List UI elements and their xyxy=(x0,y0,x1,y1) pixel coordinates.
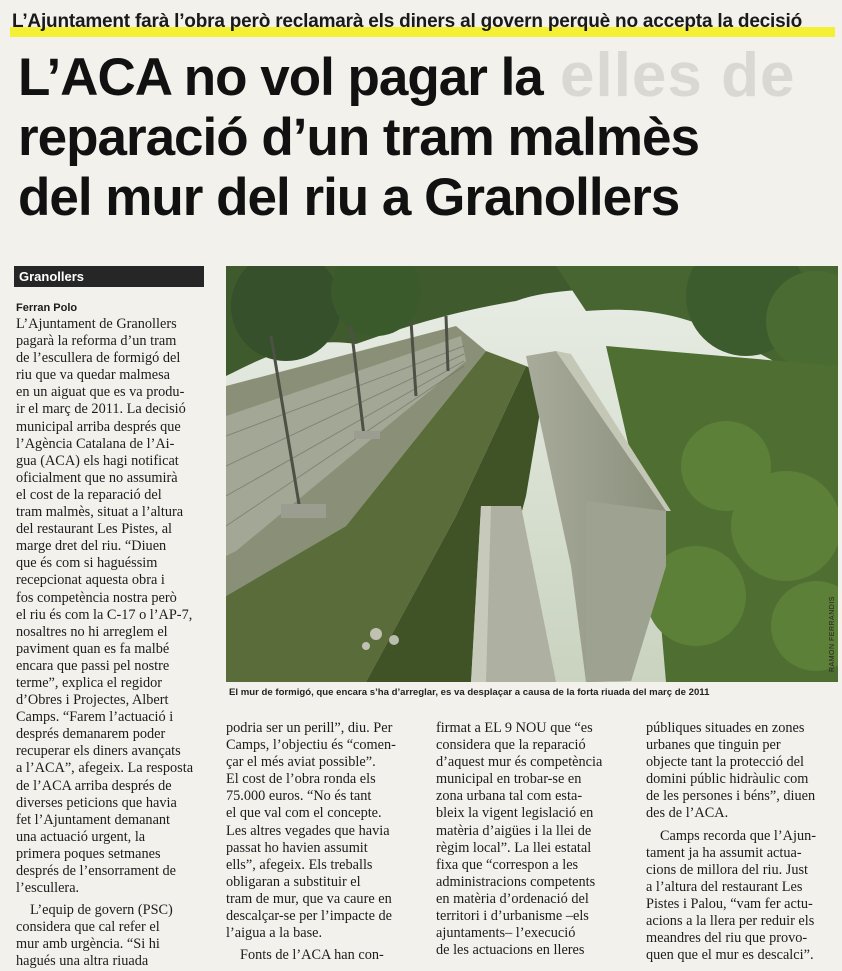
text-line: de l’escullera de formigó del xyxy=(16,350,181,367)
headline-line: del mur del riu a Granollers xyxy=(18,168,680,227)
text-line: considera que cal refer el xyxy=(16,919,160,936)
text-line: fos competència nostra però xyxy=(16,589,177,606)
text-line: l’Agència Catalana de l’Ai- xyxy=(16,435,175,452)
text-line: domini públic hidràulic com xyxy=(646,771,809,788)
text-line: Camps recorda que l’Ajun- xyxy=(660,827,817,844)
text-line: passat ho havien assumit xyxy=(226,839,368,856)
background-ghost-text: elles de xyxy=(560,41,796,110)
text-line: obligaran a substituir el xyxy=(226,873,361,890)
text-line: meandres del riu que provo- xyxy=(646,930,808,947)
byline: Ferran Polo xyxy=(16,302,78,314)
text-line: terme”, explica el regidor xyxy=(16,674,163,691)
article-photo xyxy=(226,266,838,682)
text-line: nosaltres no hi arreglem el xyxy=(16,623,168,640)
text-line: Camps, l’objectiu és “comen- xyxy=(226,737,396,754)
text-line: fixa que “correspon a les xyxy=(436,856,579,873)
text-line: el que val com el concepte. xyxy=(226,805,382,822)
text-line: cions de millora del riu. Just xyxy=(646,861,809,878)
text-line: considera que la reparació xyxy=(436,737,586,754)
text-line: L’Ajuntament de Granollers xyxy=(16,316,177,332)
text-line: encara que passi pel nostre xyxy=(16,657,170,674)
text-line: d’aquest mur és competència xyxy=(436,754,603,771)
text-line: firmat a EL 9 NOU que “es xyxy=(436,720,593,736)
text-line: territori i d’urbanisme –els xyxy=(436,908,589,925)
text-line: primera poques setmanes xyxy=(16,845,161,862)
text-line: hagués una altra riuada xyxy=(16,953,149,970)
kicker-text: L’Ajuntament farà l’obra però reclamarà els diners al govern perquè no accepta la decisió xyxy=(12,11,802,32)
text-line: ells”, afegeix. Els treballs xyxy=(226,856,373,873)
text-column-1 xyxy=(16,300,212,971)
text-line: una actuació urgent, la xyxy=(16,828,146,845)
text-line: recuperar els diners avançats xyxy=(16,743,181,760)
text-line: de les actuacions en lleres xyxy=(436,942,585,959)
text-line: diverses peticions que havia xyxy=(16,794,177,811)
text-column-2 xyxy=(226,720,421,964)
photo-credit: RAMON FERRANDIS xyxy=(829,596,836,672)
text-line: del restaurant Les Pistes, al xyxy=(16,521,173,538)
text-line: de l’ACA arriba després de xyxy=(16,777,172,794)
text-line: en un aiguat que es va produ- xyxy=(16,384,185,401)
kicker xyxy=(12,8,830,36)
text-line: en matèria d’ordenació del xyxy=(436,890,589,907)
text-line: Fonts de l’ACA han con- xyxy=(240,947,384,964)
text-line: administracions competents xyxy=(436,873,596,890)
text-line: matèria d’aigües i la llei de xyxy=(436,822,592,839)
text-line: podria ser un perill”, diu. Per xyxy=(226,720,393,736)
text-line: descalçar-se per l’impacte de xyxy=(226,908,393,925)
text-line: çar el més aviat possible”. xyxy=(226,754,376,771)
text-line: l’aigua a la base. xyxy=(226,925,323,942)
text-line: Pistes i Palou, “vam fer actu- xyxy=(646,895,813,912)
text-line: recepcionat aquesta obra i xyxy=(16,572,165,589)
text-line: paviment quan es fa malbé xyxy=(16,640,170,657)
text-line: després demanarem poder xyxy=(16,726,166,743)
text-line: tram malmès, situat a l’altura xyxy=(16,504,184,521)
text-line: municipal en trobar-se en xyxy=(436,771,582,788)
text-line: l’escullera. xyxy=(16,880,80,897)
text-line: pagarà la reforma d’un tram xyxy=(16,333,177,350)
text-line: L’equip de govern (PSC) xyxy=(30,902,173,919)
text-column-4 xyxy=(646,720,838,964)
text-line: quen que el mur es descalci”. xyxy=(646,947,814,964)
text-line: després de l’ensorrament de xyxy=(16,863,176,879)
text-line: objecte tant la protecció del xyxy=(646,754,804,771)
text-line: a l’altura del restaurant Les xyxy=(646,878,803,895)
text-line: El cost de l’obra ronda els xyxy=(226,771,376,788)
text-line: el riu és com la C-17 o l’AP-7, xyxy=(16,606,193,623)
text-line: règim local”. La llei estatal xyxy=(436,839,592,856)
text-line: ajuntaments– l’execució xyxy=(436,925,576,942)
text-line: Camps. “Farem l’actuació i xyxy=(16,709,174,726)
text-column-3 xyxy=(436,720,636,959)
headline-line: reparació d’un tram malmès xyxy=(18,108,699,167)
text-line: a l’ACA”, afegeix. La resposta xyxy=(16,760,194,777)
text-line: marge dret del riu. “Diuen xyxy=(16,538,167,555)
text-line: gua (ACA) els hagi notificat xyxy=(16,452,179,469)
text-line: bleix la vigent legislació en xyxy=(436,805,594,822)
text-line: fet l’Ajuntament demanant xyxy=(16,811,171,828)
text-line: des de l’ACA. xyxy=(646,805,729,822)
text-line: ir el març de 2011. La decisió xyxy=(16,401,186,418)
text-line: públiques situades en zones xyxy=(646,720,805,736)
photo-caption: El mur de formigó, que encara s’ha d’arreglar, es va desplaçar a causa de la forta riuada del març de 2011 xyxy=(229,687,710,698)
headline xyxy=(18,48,828,228)
text-line: oficialment que no assumirà xyxy=(16,469,178,486)
text-line: riu que va quedar malmesa xyxy=(16,367,171,384)
text-line: 75.000 euros. “No és tant xyxy=(226,788,372,805)
text-line: zona urbana tal com esta- xyxy=(436,788,583,805)
text-line: Les altres vegades que havia xyxy=(226,822,390,839)
headline-line: L’ACA no vol pagar la xyxy=(18,48,543,107)
text-line: municipal arriba després que xyxy=(16,418,181,435)
text-line: acions a la llera per reduir els xyxy=(646,913,815,930)
text-line: d’Obres i Projectes, Albert xyxy=(16,692,169,709)
text-line: que és com si haguéssim xyxy=(16,555,158,572)
text-line: el cost de la reparació del xyxy=(16,486,162,503)
text-line: tament ja ha assumit actua- xyxy=(646,844,802,861)
text-line: urbanes que tinguin per xyxy=(646,737,781,754)
text-line: tram de mur, que va caure en xyxy=(226,890,392,907)
section-label: Granollers xyxy=(14,266,204,287)
text-line: mur amb urgència. “Si hi xyxy=(16,936,160,953)
text-line: de les persones i béns”, diuen xyxy=(646,788,816,805)
